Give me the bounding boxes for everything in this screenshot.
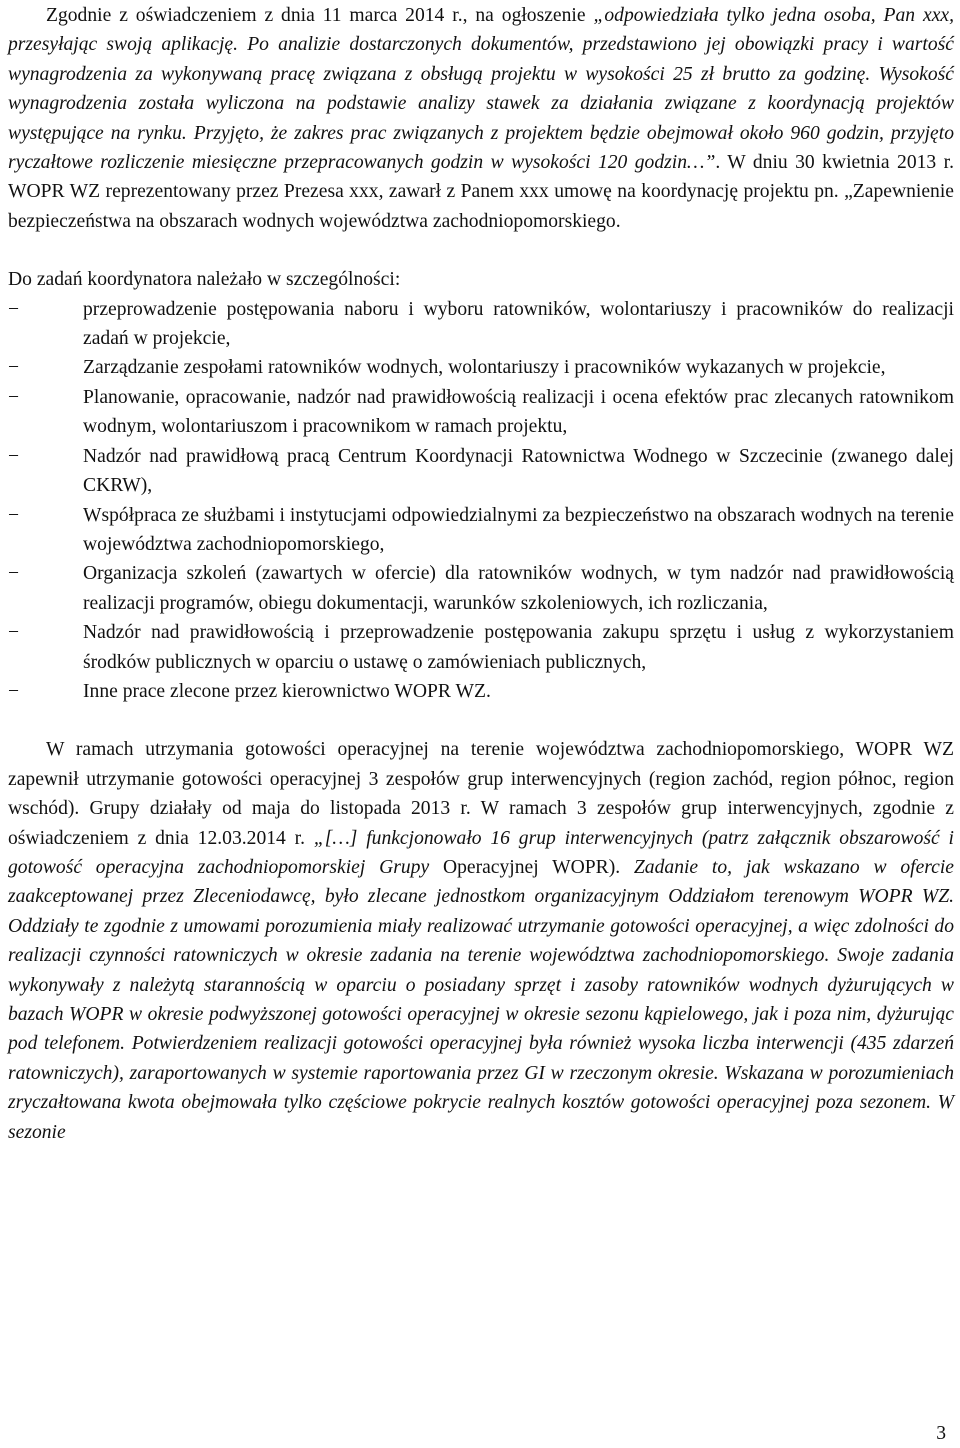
list-item-text: Inne prace zlecone przez kierownictwo WOPR WZ. — [83, 680, 491, 702]
list-item-text: przeprowadzenie postępowania naboru i wyboru ratowników, wolontariuszy i pracowników do realizacji zadań w projekcie, — [83, 298, 954, 350]
list-item-text: Zarządzanie zespołami ratowników wodnych, wolontariuszy i pracowników wykazanych w projekcie, — [83, 357, 886, 379]
list-item-text: Planowanie, opracowanie, nadzór nad prawidłowością realizacji i ocena efektów prac zlecanych ratownikom wodnym, wolontariuszom i pracownikom w ramach projektu, — [83, 386, 954, 438]
list-item — [8, 383, 954, 442]
coordinator-tasks-section — [8, 265, 954, 706]
dash-bullet: − — [8, 445, 20, 467]
dash-bullet: − — [8, 680, 20, 702]
paragraph-readiness-quote-1: „[…] funkcjonowało 16 grup interwencyjnych (patrz załącznik obszarowość i gotowość operacyjna zachodniopomorskiej Grupy — [8, 827, 954, 878]
paragraph-offer — [8, 0, 954, 236]
list-item — [8, 559, 954, 618]
list-item-text: Organizacja szkoleń (zawartych w ofercie) dla ratowników wodnych, w tym nadzór nad prawidłowością realizacji programów, obiegu dokumentacji, warunków szkoleniowych, ich rozliczania, — [83, 563, 954, 614]
paragraph-readiness-text-2: Operacyjnej WOPR). — [429, 856, 634, 878]
list-item-text: Nadzór nad prawidłowością i przeprowadzenie postępowania zakupu sprzętu i usług z wykorzystaniem środków publicznych w oparciu o ustawę o zamówieniach publicznych, — [83, 622, 954, 673]
dash-bullet: − — [8, 298, 20, 320]
dash-bullet: − — [8, 622, 20, 644]
page-number: 3 — [936, 1423, 946, 1444]
coordinator-tasks-intro: Do zadań koordynatora należało w szczególności: — [8, 269, 401, 291]
list-item-text: Współpraca ze służbami i instytucjami odpowiedzialnymi za bezpieczeństwo na obszarach wodnych na terenie województwa zachodniopomorskiego, — [83, 504, 954, 555]
list-item — [8, 618, 954, 677]
dash-bullet: − — [8, 357, 20, 379]
list-item — [8, 501, 954, 560]
coordinator-tasks-list — [8, 295, 954, 707]
list-item-text: Nadzór nad prawidłową pracą Centrum Koordynacji Ratownictwa Wodnego w Szczecinie (zwanego dalej CKRW), — [83, 445, 954, 497]
paragraph-offer-quote: „odpowiedziała tylko jedna osoba, Pan xxx, przesyłając swoją aplikację. Po analizie dostarczonych dokumentów, przedstawiono jej obowiązki pracy i wartość wynagrodzenia za wykonywaną pracę związana z obsługą projektu w wysokości 25 zł brutto za godzinę. Wysokość wynagrodzenia została wyliczona na podstawie analizy stawek za działania związane z koordynacją projektów występujące na rynku. Przyjęto, że zakres prac związanych z projektem będzie obejmował około 960 godzin, przyjęto ryczałtowe rozliczenie miesięczne przepracowanych godzin w wysokości 120 godzin…” — [8, 5, 954, 174]
dash-bullet: − — [8, 386, 20, 408]
list-item — [8, 442, 954, 501]
dash-bullet: − — [8, 563, 20, 585]
paragraph-operational-readiness — [8, 735, 954, 1147]
list-item — [8, 295, 954, 354]
list-item — [8, 677, 954, 706]
dash-bullet: − — [8, 504, 20, 526]
document-page — [8, 0, 954, 1446]
paragraph-offer-text-1: Zgodnie z oświadczeniem z dnia 11 marca 2014 r., na ogłoszenie — [46, 5, 594, 26]
paragraph-offer-text-2: . W dniu 30 kwietnia 2013 r. WOPR WZ reprezentowany przez Prezesa xxx, zawarł z Panem xxx umowę na koordynację projektu pn. „Zapewnienie bezpieczeństwa na obszarach wodnych województwa zachodniopomorskiego. — [8, 152, 954, 232]
paragraph-readiness-text-1: W ramach utrzymania gotowości operacyjnej na terenie województwa zachodniopomorskiego, WOPR WZ zapewnił utrzymanie gotowości operacyjnej 3 zespołów grup interwencyjnych (region zachód, region północ, region wschód). Grupy działały od maja do listopada 2013 r. W ramach 3 zespołów grup interwencyjnych, zgodnie z oświadczeniem z dnia 12.03.2014 r. — [8, 739, 954, 849]
paragraph-readiness-quote-2: Zadanie to, jak wskazano w ofercie zaakceptowanej przez Zleceniodawcę, było zlecane jednostkom organizacyjnym Oddziałom terenowym WOPR WZ. Oddziały te zgodnie z umowami porozumienia miały realizować utrzymanie gotowości operacyjnej, a więc zdolności do realizacji czynności ratowniczych w okresie zadania na terenie województwa zachodniopomorskiego. Swoje zadania wykonywały z należytą starannością w oparciu o posiadany sprzęt i zasoby ratowników wodnych dyżurujących w bazach WOPR w okresie podwyższonej gotowości operacyjnej w okresie sezonu kąpielowego, jak i poza nim, dyżurując pod telefonem. Potwierdzeniem realizacji gotowości operacyjnej była również wysoka liczba interwencji (435 zdarzeń ratowniczych), zaraportowanych w systemie raportowania przez GI w rzeczonym okresie. Wskazana w porozumieniach zryczałtowana kwota obejmowała tylko częściowe pokrycie realnych kosztów gotowości operacyjnej poza sezonem. W sezonie — [8, 856, 954, 1143]
list-item — [8, 353, 954, 382]
